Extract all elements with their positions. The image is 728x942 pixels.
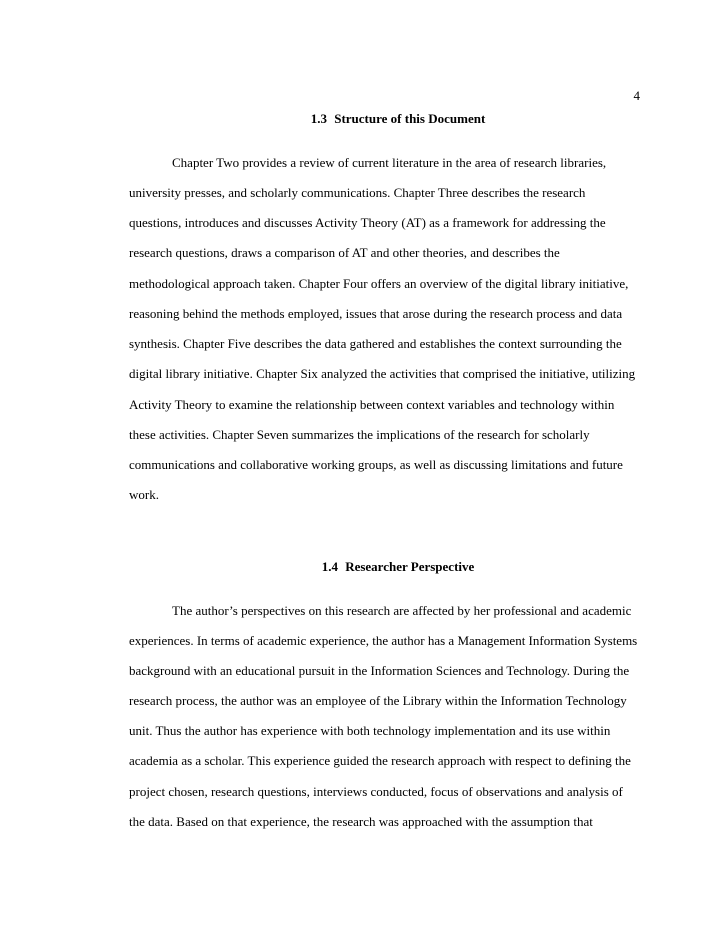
paragraph-line: The author’s perspectives on this research are affected by her professional and academic [172,603,632,618]
paragraph-line: these activities. Chapter Seven summarizes the implications of the research for scholarly [129,427,590,442]
paragraph-line: unit. Thus the author has experience with both technology implementation and its use within [129,723,611,738]
paragraph-line: background with an educational pursuit in the Information Sciences and Technology. During the [129,663,630,678]
paragraph-line: research process, the author was an employee of the Library within the Information Technology [129,693,627,708]
paragraph-line: project chosen, research questions, interviews conducted, focus of observations and analysis of [129,784,623,799]
paragraph-line: Activity Theory to examine the relationship between context variables and technology within [129,397,615,412]
paragraph-line: digital library initiative. Chapter Six analyzed the activities that comprised the initiative, utilizing [129,366,636,381]
section-number: 1.4 [321,559,338,574]
paragraph-line: methodological approach taken. Chapter Four offers an overview of the digital library initiative, [129,276,629,291]
paragraph-line: reasoning behind the methods employed, issues that arose during the research process and data [129,306,623,321]
page-number: 4 [633,88,640,103]
section-heading-1-3 [0,111,728,127]
section-heading-1-4 [0,559,728,575]
paragraph-line: experiences. In terms of academic experience, the author has a Management Information Systems [129,633,638,648]
paragraph-line: the data. Based on that experience, the research was approached with the assumption that [129,814,593,829]
paragraph-line: research questions, draws a comparison of AT and other theories, and describes the [129,245,560,260]
paragraph-line: work. [129,487,159,502]
paragraph-line: university presses, and scholarly communications. Chapter Three describes the research [129,185,586,200]
paragraph-line: synthesis. Chapter Five describes the data gathered and establishes the context surrounding the [129,336,622,351]
paragraph-line: communications and collaborative working groups, as well as discussing limitations and future [129,457,623,472]
paragraph-line: academia as a scholar. This experience guided the research approach with respect to defining the [129,753,631,768]
section-title: Researcher Perspective [345,559,475,574]
section-title: Structure of this Document [334,111,486,126]
paragraph-line: questions, introduces and discusses Activity Theory (AT) as a framework for addressing the [129,215,606,230]
section-number: 1.3 [310,111,327,126]
paragraph-line: Chapter Two provides a review of current literature in the area of research libraries, [172,155,607,170]
